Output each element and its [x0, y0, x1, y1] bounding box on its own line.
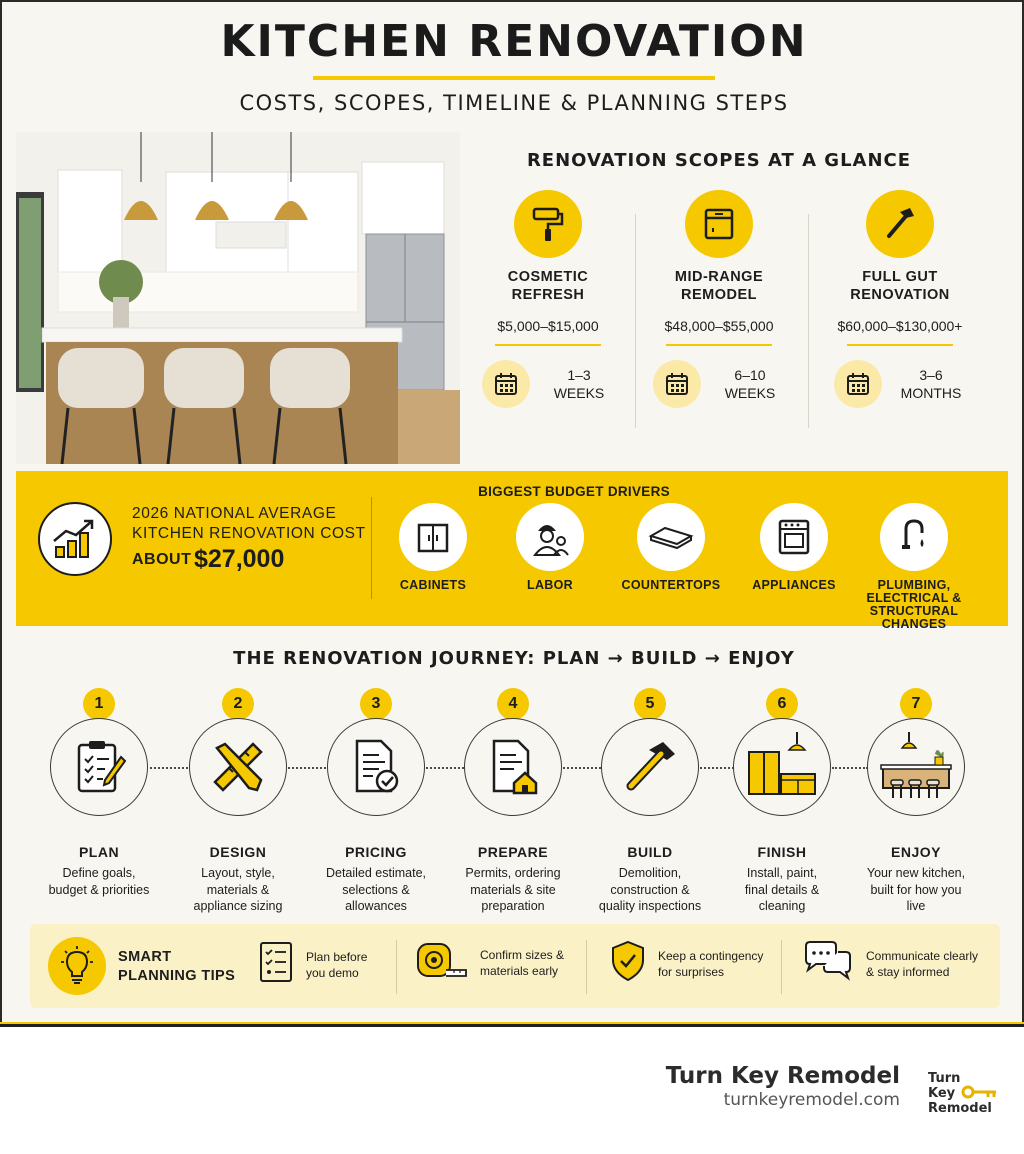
tip-text: Communicate clearly & stay informed: [866, 948, 979, 979]
tip-text: Confirm sizes & materials early: [480, 947, 565, 978]
step-design: [163, 688, 313, 915]
driver-label: COUNTERTOPS: [621, 578, 721, 592]
document-check-icon: [327, 718, 425, 816]
cabinet-icon: [399, 503, 467, 571]
shield-check-icon: [610, 940, 646, 987]
cabinets-lamp-icon: [733, 718, 831, 816]
tip-plan-before-demo: [258, 940, 367, 989]
cabinet-icon: [685, 190, 753, 258]
step-number: 4: [497, 688, 529, 720]
tape-measure-icon: [416, 940, 468, 985]
document-house-icon: [464, 718, 562, 816]
calendar-icon: [482, 360, 530, 408]
driver-labor: [490, 503, 610, 592]
step-number: 3: [360, 688, 392, 720]
title-underline: [313, 76, 715, 80]
calendar-icon: [834, 360, 882, 408]
scope-price: $48,000–$55,000: [664, 318, 774, 334]
hammer-icon: [601, 718, 699, 816]
step-number: 6: [766, 688, 798, 720]
step-name: ENJOY: [891, 844, 941, 860]
kitchen-photo: [16, 132, 460, 464]
average-about: ABOUT: [132, 551, 192, 568]
lightbulb-icon: [48, 937, 106, 995]
scope-name: FULL GUT RENOVATION: [850, 269, 950, 303]
step-name: PRICING: [345, 844, 407, 860]
ruler-pencil-icon: [189, 718, 287, 816]
countertop-icon: [637, 503, 705, 571]
budget-band: [16, 471, 1008, 631]
scopes-heading: RENOVATION SCOPES AT A GLANCE: [526, 150, 912, 171]
driver-appliances: [734, 503, 854, 592]
step-description: Your new kitchen, built for how you live: [866, 866, 966, 913]
scope-full-gut-renovation: [815, 188, 985, 408]
oven-icon: [760, 503, 828, 571]
calendar-icon: [653, 360, 701, 408]
growth-chart-icon: [38, 502, 112, 576]
driver-label: CABINETS: [399, 578, 467, 592]
step-number: 2: [222, 688, 254, 720]
step-name: BUILD: [627, 844, 673, 860]
driver-label: APPLIANCES: [752, 578, 836, 592]
average-label-line1: 2026 NATIONAL AVERAGE: [132, 505, 337, 522]
brand-name: Turn Key Remodel: [665, 1063, 900, 1089]
scope-name: MID-RANGE REMODEL: [674, 269, 764, 303]
tips-title: SMART PLANNING TIPS: [118, 949, 236, 984]
planning-tips: [30, 924, 1000, 1008]
step-prepare: [438, 688, 588, 915]
drivers-title: BIGGEST BUDGET DRIVERS: [478, 484, 670, 499]
driver-countertops: [611, 503, 731, 592]
brand-url[interactable]: turnkeyremodel.com: [723, 1090, 900, 1110]
tip-confirm-sizes: [416, 940, 564, 985]
step-description: Layout, style, materials & appliance sizing: [193, 866, 283, 913]
page-title: KITCHEN RENOVATION: [220, 16, 808, 67]
journey-title: THE RENOVATION JOURNEY: PLAN → BUILD → ENJOY: [233, 648, 795, 669]
scope-duration: 6–10 WEEKS: [724, 367, 776, 401]
step-finish: [707, 688, 857, 915]
driver-label: LABOR: [527, 578, 573, 592]
step-name: PLAN: [78, 844, 120, 860]
step-name: FINISH: [757, 844, 807, 860]
page-subtitle: COSTS, SCOPES, TIMELINE & PLANNING STEPS: [239, 91, 789, 115]
average-value: $27,000: [194, 545, 285, 573]
tip-text: Keep a contingency for surprises: [658, 948, 764, 979]
step-number: 7: [900, 688, 932, 720]
chat-bubbles-icon: [802, 940, 854, 987]
scope-duration: 3–6 MONTHS: [900, 367, 962, 401]
tip-contingency: [610, 940, 763, 987]
clipboard-icon: [50, 718, 148, 816]
scope-mid-range-remodel: [634, 188, 804, 408]
brand-logo: [924, 1068, 1004, 1118]
step-number: 1: [83, 688, 115, 720]
paint-roller-icon: [514, 190, 582, 258]
scope-cosmetic-refresh: [463, 188, 633, 408]
tip-text: Plan before you demo: [306, 949, 368, 980]
scope-price: $5,000–$15,000: [497, 318, 599, 334]
step-description: Detailed estimate, selections & allowances: [325, 866, 427, 913]
scope-name: COSMETIC REFRESH: [507, 269, 589, 303]
step-name: PREPARE: [477, 844, 549, 860]
step-description: Install, paint, final details & cleaning: [744, 866, 820, 913]
step-description: Define goals, budget & priorities: [48, 866, 150, 897]
step-plan: [24, 688, 174, 898]
driver-label: PLUMBING, ELECTRICAL & STRUCTURAL CHANGES: [866, 578, 962, 631]
average-label-line2: KITCHEN RENOVATION COST: [132, 525, 366, 542]
step-enjoy: [841, 688, 991, 915]
step-name: DESIGN: [209, 844, 267, 860]
step-description: Demolition, construction & quality inspections: [598, 866, 702, 913]
scope-price: $60,000–$130,000+: [837, 318, 963, 334]
scope-duration: 1–3 WEEKS: [553, 367, 605, 401]
kitchen-island-icon: [867, 718, 965, 816]
hammer-icon: [866, 190, 934, 258]
faucet-icon: [880, 503, 948, 571]
checklist-icon: [258, 940, 294, 989]
svg-text:Remodel: Remodel: [928, 1101, 992, 1116]
step-description: Permits, ordering materials & site preparation: [465, 866, 561, 913]
bottom-border: [0, 1022, 1024, 1027]
driver-cabinets: [373, 503, 493, 592]
svg-text:Key: Key: [928, 1086, 956, 1101]
step-pricing: [301, 688, 451, 915]
tip-communicate: [802, 940, 978, 987]
worker-icon: [516, 503, 584, 571]
step-build: [575, 688, 725, 915]
step-number: 5: [634, 688, 666, 720]
svg-text:Turn: Turn: [928, 1071, 961, 1086]
driver-plumbing-electrical-structural: [854, 503, 974, 631]
